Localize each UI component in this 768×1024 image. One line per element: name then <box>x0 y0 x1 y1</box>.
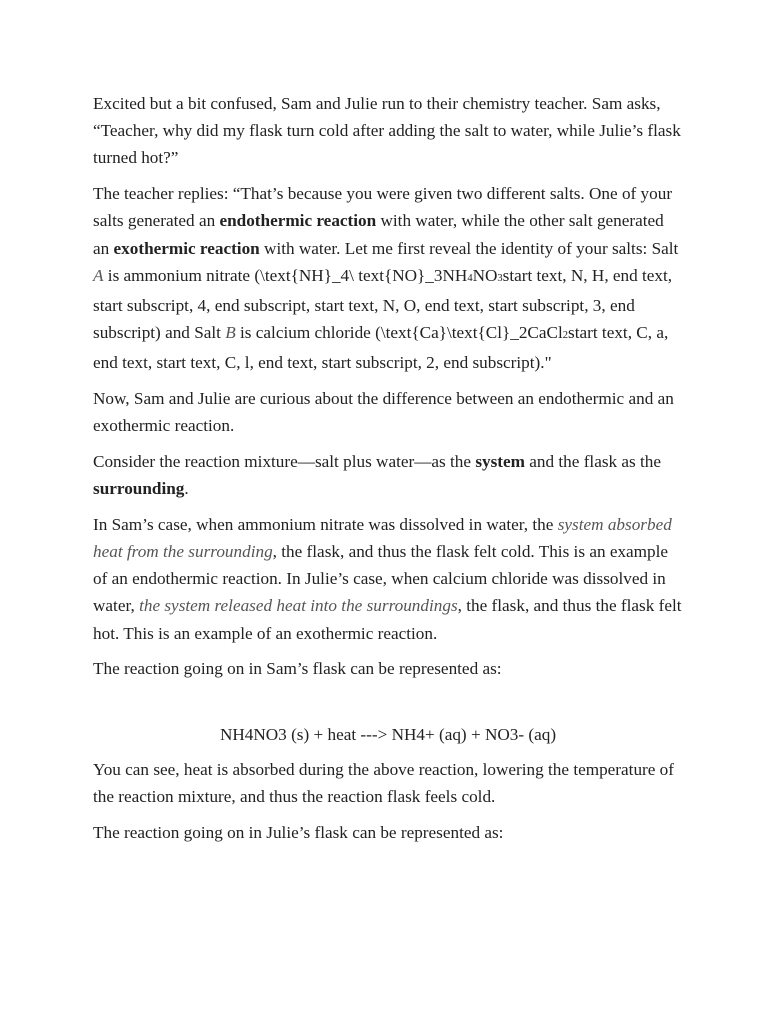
text-run: with water. Let me first reveal the identity of your salts: Salt <box>259 238 679 258</box>
subscript: 2 <box>562 330 569 342</box>
document-body <box>93 90 683 854</box>
paragraph-heat-absorbed: You can see, heat is absorbed during the above reaction, lowering the temperature of the reaction mixture, and thus the reaction flask feels cold. <box>93 759 674 806</box>
paragraph-explanation <box>93 511 683 647</box>
text-run: , the flask, and thus the flask felt hot. This is an example of an exothermic reaction. <box>93 596 682 643</box>
text-run: is calcium chloride (\text{Ca}\text{Cl}_2CaCl <box>235 323 563 343</box>
paragraph-story-intro: Excited but a bit confused, Sam and Julie run to their chemistry teacher. Sam asks, “Teacher, why did my flask turn cold after adding the salt to water, while Julie’s flask turned hot?” <box>93 94 681 168</box>
text-run: The teacher replies: “That’s because you were given two different salts. One of your salts generated an <box>93 184 673 231</box>
bold-surrounding: surrounding <box>93 479 185 499</box>
bold-system: system <box>475 451 525 471</box>
reaction-equation: NH4NO3 (s) + heat ---> NH4+ (aq) + NO3- (aq) <box>219 724 557 744</box>
text-run: start text, C, a, end text, start text, C, l, end text, start subscript, 2, end subscript)." <box>93 323 669 373</box>
paragraph-teacher-reply <box>93 180 683 376</box>
text-run: , the flask, and thus the flask felt cold. This is an example of an endothermic reaction. In Julie’s case, when calcium chloride was dissolved in water, <box>93 542 669 616</box>
bold-endothermic-reaction: endothermic reaction <box>219 211 377 231</box>
subscript: 4 <box>467 272 473 284</box>
salt-a-variable: A <box>93 265 104 285</box>
text-run: . <box>184 479 189 499</box>
bold-exothermic-reaction: exothermic reaction <box>113 238 260 258</box>
text-run: is ammonium nitrate (\text{NH}_4\ text{NO}_3NH <box>103 265 468 285</box>
salt-b-variable: B <box>225 323 236 343</box>
text-run: and the flask as the <box>524 451 662 471</box>
text-run: NO <box>472 265 498 285</box>
text-run: start text, N, H, end text, start subscript, 4, end subscript, start text, N, O, end text, start subscript, 3, end subscript) and Salt <box>93 265 673 343</box>
subscript: 3 <box>497 272 503 284</box>
text-run: In Sam’s case, when ammonium nitrate was dissolved in water, the <box>93 514 558 534</box>
italic-system-absorbed: system absorbed heat from the surrounding <box>93 514 672 562</box>
italic-system-released: the system released heat into the surroundings <box>139 596 458 616</box>
paragraph-sam-reaction-intro: The reaction going on in Sam’s flask can be represented as: <box>93 659 502 679</box>
paragraph-system-definition <box>93 448 683 502</box>
text-run: with water, while the other salt generated an <box>93 211 664 258</box>
paragraph-curious: Now, Sam and Julie are curious about the difference between an endothermic and an exothermic reaction. <box>93 389 674 436</box>
text-run: Consider the reaction mixture—salt plus water—as the <box>93 451 476 471</box>
paragraph-julie-reaction-intro: The reaction going on in Julie’s flask can be represented as: <box>93 822 504 842</box>
